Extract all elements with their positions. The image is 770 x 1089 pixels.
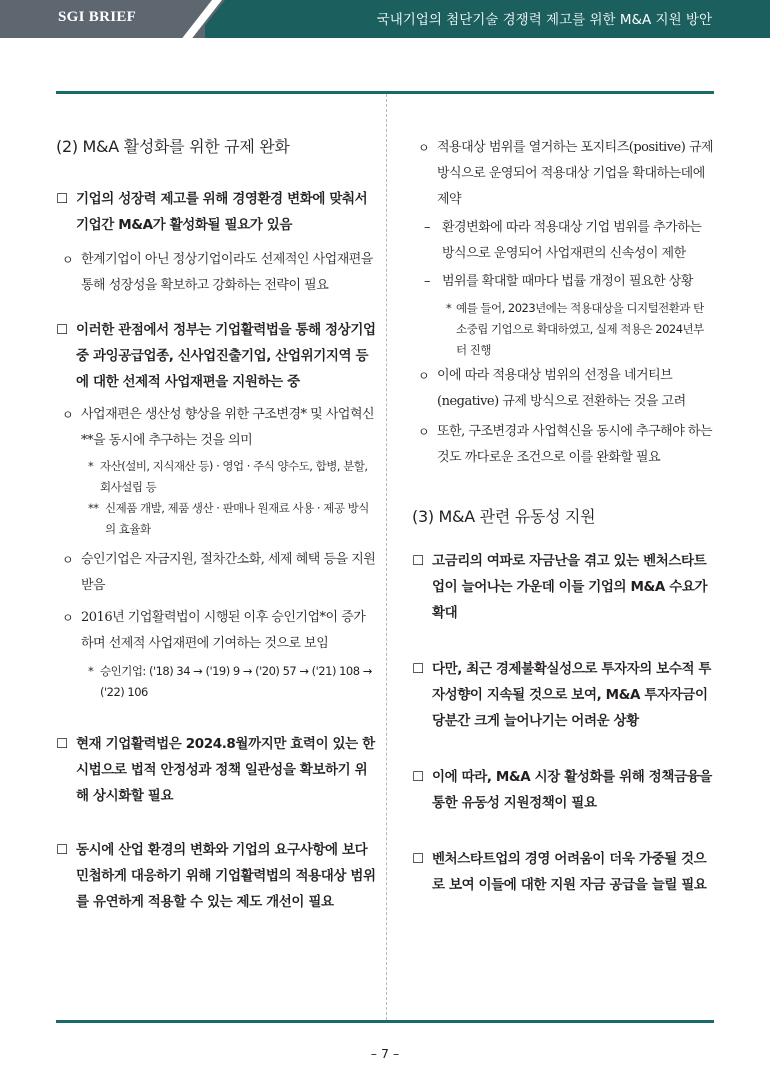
bullet-text: 범위를 확대할 때마다 법률 개정이 필요한 상황 bbox=[442, 274, 693, 289]
bullet-square bbox=[412, 846, 714, 898]
square-marker: ☐ bbox=[412, 851, 424, 867]
bullet-text: 또한, 구조변경과 사업혁신을 동시에 추구해야 하는 것도 까다로운 조건으로 이를 완화할 필요 bbox=[437, 424, 713, 465]
bullet-circle bbox=[56, 547, 376, 599]
square-marker: ☐ bbox=[412, 553, 424, 569]
right-column bbox=[412, 135, 714, 898]
bullet-circle bbox=[412, 135, 714, 213]
star-marker: * bbox=[446, 301, 452, 315]
bullet-square bbox=[412, 656, 714, 734]
bullet-text: 벤처스타트업의 경영 어려움이 더욱 가중될 것으로 보여 이들에 대한 지원 자금 공급을 늘릴 필요 bbox=[432, 851, 707, 893]
section-title-3: (3) M&A 관련 유동성 지원 bbox=[412, 507, 596, 526]
bullet-text: 고금리의 여파로 자금난을 겪고 있는 벤처스타트업이 늘어나는 가운데 이들 기업의 M&A 수요가 확대 bbox=[432, 553, 708, 621]
bullet-text: 동시에 산업 환경의 변화와 기업의 요구사항에 보다 민첩하게 대응하기 위해 기업활력법의 적용대상 범위를 유연하게 적용할 수 있는 제도 개선이 필요 bbox=[76, 842, 376, 910]
bullet-text: 다만, 최근 경제불확실성으로 투자자의 보수적 투자성향이 지속될 것으로 보여, M&A 투자자금이 당분간 크게 늘어나기는 어려운 상황 bbox=[432, 661, 712, 729]
circle-marker: ㅇ bbox=[62, 553, 74, 567]
footnote bbox=[412, 298, 714, 361]
footnote-text: 승인기업: ('18) 34 → ('19) 9 → ('20) 57 → ('21) 108 → ('22) 106 bbox=[100, 664, 372, 699]
footnote bbox=[56, 456, 376, 498]
circle-marker: ㅇ bbox=[418, 369, 430, 383]
footnote bbox=[56, 498, 376, 540]
bullet-text: 승인기업은 자금지원, 절차간소화, 세제 혜택 등을 지원 받음 bbox=[81, 552, 376, 593]
bottom-rule bbox=[56, 1020, 714, 1023]
bullet-text: 이에 따라, M&A 시장 활성화를 위해 정책금융을 통한 유동성 지원정책이 필요 bbox=[432, 769, 712, 811]
document-title: 국내기업의 첨단기술 경쟁력 제고를 위한 M&A 지원 방안 bbox=[376, 12, 712, 28]
square-marker: ☐ bbox=[412, 661, 424, 677]
brand-label: SGI BRIEF bbox=[58, 9, 137, 25]
bullet-square bbox=[56, 837, 376, 915]
bullet-text: 2016년 기업활력법이 시행된 이후 승인기업*이 증가하며 선제적 사업재편에 기여하는 것으로 보임 bbox=[81, 610, 366, 651]
column-divider bbox=[386, 94, 387, 1020]
bullet-text: 적용대상 범위를 열거하는 포지티즈(positive) 규제 방식으로 운영되어 적용대상 기업을 확대하는데에 제약 bbox=[437, 140, 714, 207]
footnote-text: 자산(설비, 지식재산 등) · 영업 · 주식 양수도, 합병, 분할, 회사설립 등 bbox=[100, 459, 368, 494]
bullet-text: 현재 기업활력법은 2024.8월까지만 효력이 있는 한시법으로 법적 안정성과 정책 일관성을 확보하기 위해 상시화할 필요 bbox=[76, 736, 375, 804]
bullet-square bbox=[412, 764, 714, 816]
section-title-2: (2) M&A 활성화를 위한 규제 완화 bbox=[56, 137, 290, 156]
bullet-circle bbox=[412, 419, 714, 471]
square-marker: ☐ bbox=[56, 322, 68, 338]
square-marker: ☐ bbox=[56, 842, 68, 858]
circle-marker: ㅇ bbox=[62, 611, 74, 625]
footnote-text: 예를 들어, 2023년에는 적용대상을 디지털전환과 탄소중립 기업으로 확대하였고, 실제 적용은 2024년부터 진행 bbox=[456, 301, 704, 357]
bullet-square bbox=[56, 317, 376, 395]
bullet-circle bbox=[56, 402, 376, 454]
star-marker: * bbox=[88, 664, 94, 678]
bullet-circle bbox=[412, 363, 714, 415]
page-header bbox=[0, 0, 770, 38]
square-marker: ☐ bbox=[56, 191, 68, 207]
bullet-square bbox=[412, 548, 714, 626]
bullet-circle bbox=[56, 605, 376, 657]
circle-marker: ㅇ bbox=[62, 253, 74, 267]
bullet-square bbox=[56, 186, 376, 238]
bullet-text: 한계기업이 아닌 정상기업이라도 선제적인 사업재편을 통해 성장성을 확보하고 강화하는 전략이 필요 bbox=[81, 252, 373, 293]
circle-marker: ㅇ bbox=[62, 408, 74, 422]
bullet-dash bbox=[412, 215, 714, 267]
double-star-marker: ** bbox=[88, 501, 99, 515]
bullet-circle bbox=[56, 247, 376, 299]
dash-marker: – bbox=[424, 274, 430, 289]
bullet-text: 이에 따라 적용대상 범위의 선정을 네거티브(negative) 규제 방식으로 전환하는 것을 고려 bbox=[437, 368, 686, 409]
left-column bbox=[56, 135, 376, 915]
top-rule bbox=[56, 91, 714, 94]
bullet-text: 기업의 성장력 제고를 위해 경영환경 변화에 맞춰서 기업간 M&A가 활성화될 필요가 있음 bbox=[76, 191, 368, 233]
bullet-text: 환경변화에 따라 적용대상 기업 범위를 추가하는 방식으로 운영되어 사업재편의 신속성이 제한 bbox=[442, 220, 702, 261]
page-number: – 7 – bbox=[370, 1046, 400, 1061]
bullet-text: 이러한 관점에서 정부는 기업활력법을 통해 정상기업 중 과잉공급업종, 신사업진출기업, 산업위기지역 등에 대한 선제적 사업재편을 지원하는 중 bbox=[76, 322, 376, 390]
dash-marker: – bbox=[424, 220, 430, 235]
footnote-text: 신제품 개발, 제품 생산 · 판매나 원재료 사용 · 제공 방식의 효율화 bbox=[105, 501, 369, 536]
bullet-dash bbox=[412, 269, 714, 295]
circle-marker: ㅇ bbox=[418, 141, 430, 155]
footnote bbox=[56, 661, 376, 703]
bullet-square bbox=[56, 731, 376, 809]
square-marker: ☐ bbox=[412, 769, 424, 785]
bullet-text: 사업재편은 생산성 향상을 위한 구조변경* 및 사업혁신**을 동시에 추구하는 것을 의미 bbox=[81, 407, 375, 448]
circle-marker: ㅇ bbox=[418, 425, 430, 439]
square-marker: ☐ bbox=[56, 736, 68, 752]
star-marker: * bbox=[88, 459, 94, 473]
